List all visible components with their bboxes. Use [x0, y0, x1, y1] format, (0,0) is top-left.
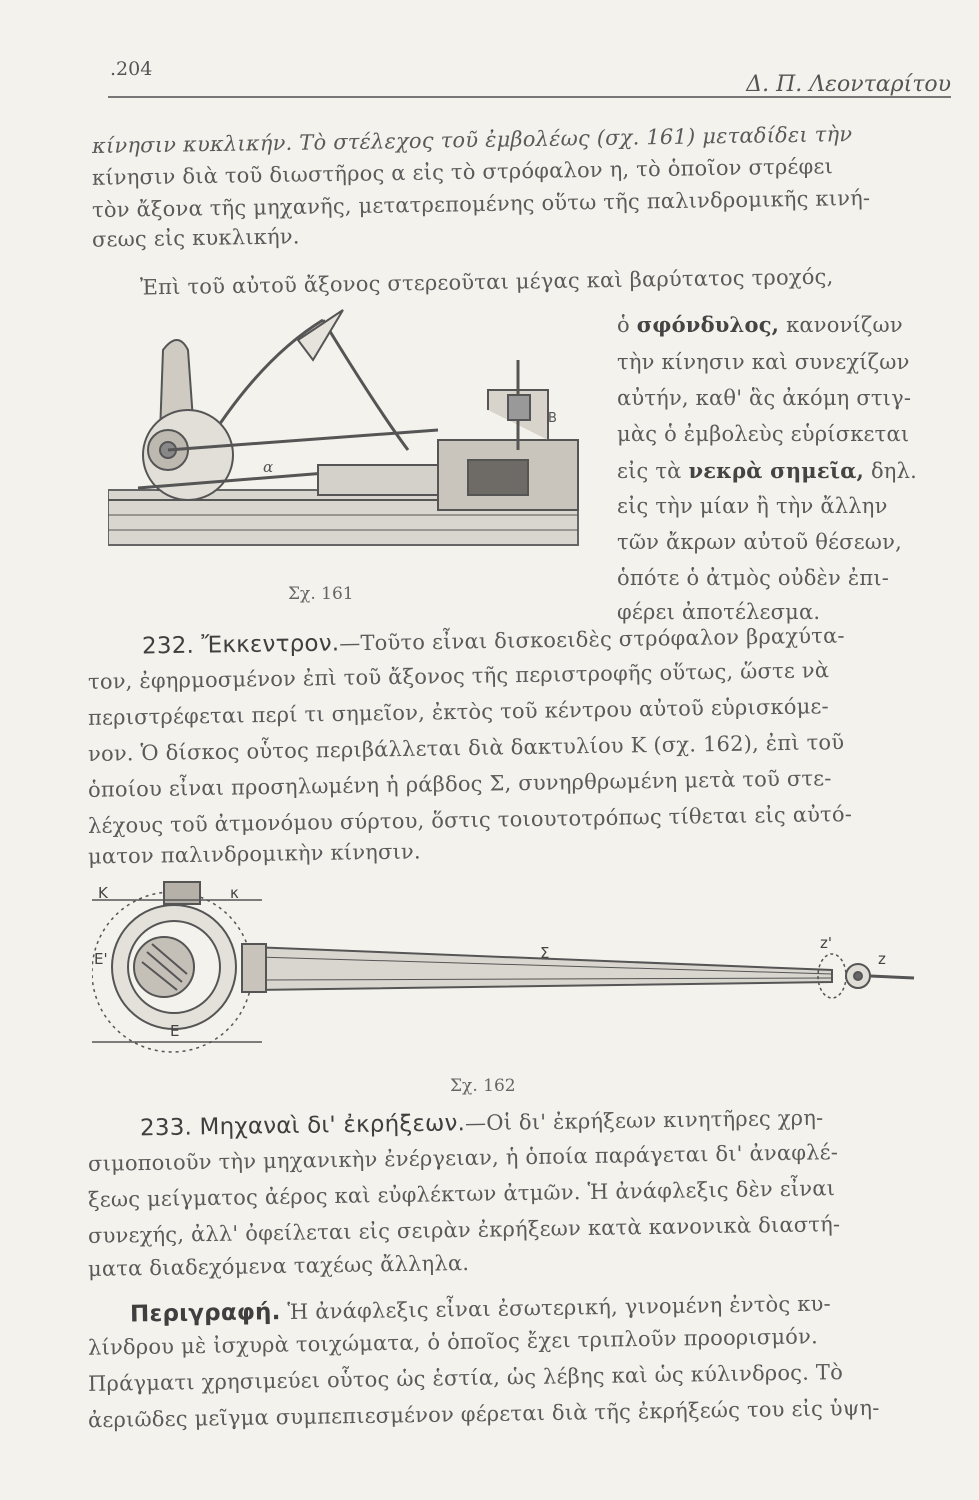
para1-line-4: σεως εἰς κυκλικήν.: [91, 224, 300, 252]
sec233-line-3: ξεως μείγματος ἀέρος καὶ εὐφλέκτων ἀτμῶν. Ἡ ἀνάφλεξις δὲν εἶναι: [87, 1176, 836, 1212]
para2-side-line-2: τὴν κίνησιν καὶ συνεχίζων: [617, 350, 910, 374]
figure-162-eccentric: [92, 872, 932, 1062]
perigrafi-line-2: λίνδρου μὲ ἰσχυρὰ τοιχώματα, ὁ ὁποῖος ἔχει τριπλοῦν προορισμόν.: [87, 1324, 819, 1360]
sec233-line-5: ματα διαδεχόμενα ταχέως ἄλληλα.: [87, 1251, 470, 1281]
sec232-line-5: ὁποίου εἶναι προσηλωμένη ἡ ράβδος Σ, συνηρθρωμένη μετὰ τοῦ στε-: [87, 766, 832, 802]
running-header-author: Δ. Π. Λεονταρίτου: [746, 72, 951, 97]
para2-side-line-8: ὁπότε ὁ ἀτμὸς οὐδὲν ἐπι-: [617, 566, 890, 590]
sec232-line-4: νον. Ὁ δίσκος οὗτος περιβάλλεται διὰ δακτυλίου Κ (σχ. 162), ἐπὶ τοῦ: [87, 730, 845, 766]
fig162-label-sigma: Σ: [540, 944, 550, 962]
fig161-label-a: α: [263, 458, 274, 476]
sec232-line-3: περιστρέφεται περί τι σημεῖον, ἐκτὸς τοῦ κέντρου αὐτοῦ εὑρισκόμε-: [87, 694, 829, 730]
para2-side-line-4: μὰς ὁ ἐμβολεὺς εὑρίσκεται: [617, 422, 910, 446]
para2-side-line-1: ὁ σφόνδυλος, κανονίζων: [617, 312, 903, 337]
perigrafi-line-1: Περιγραφή. Ἡ ἀνάφλεξις εἶναι ἐσωτερική, γινομένη ἐντὸς κυ-: [129, 1291, 832, 1328]
perigrafi-line-4: ἀεριῶδες μεῖγμα συμπεπιεσμένον φέρεται διὰ τῆς ἐκρήξεώς του εἰς ὑψη-: [87, 1395, 880, 1433]
fig162-label-e2: E: [170, 1022, 180, 1040]
para1-line-2: κίνησιν διὰ τοῦ διωστῆρος α εἰς τὸ στρόφαλον η, τὸ ὁποῖον στρέφει: [91, 154, 834, 190]
fig162-label-k1: K: [98, 884, 108, 902]
sec232-line-1: 232. Ἔκκεντρον.—Τοῦτο εἶναι δισκοειδὲς στρόφαλον βραχύτα-: [141, 623, 845, 660]
sec233-line-1: 233. Μηχαναὶ δι' ἐκρήξεων.—Οἱ δι' ἐκρήξεων κινητῆρες χρη-: [139, 1105, 824, 1142]
sec233-line-4: συνεχής, ἀλλ' ὀφείλεται εἰς σειρὰν ἐκρήξεων κατὰ κανονικὰ διαστή-: [87, 1212, 841, 1248]
para2-line-1: Ἐπὶ τοῦ αὐτοῦ ἄξονος στερεοῦται μέγας καὶ βαρύτατος τροχός,: [139, 264, 834, 300]
fig161-label-b: B: [548, 411, 557, 426]
page-number: .204: [110, 58, 153, 80]
para2-side-line-5: εἰς τὰ νεκρὰ σημεῖα, δηλ.: [617, 458, 917, 483]
para2-side-line-3: αὐτήν, καθ' ἃς ἀκόμη στιγ-: [617, 386, 912, 410]
sec233-line-2: σιμοποιοῦν τὴν μηχανικὴν ἐνέργειαν, ἡ ὁποία παράγεται δι' ἀναφλέ-: [87, 1140, 839, 1176]
para2-side-line-7: τῶν ἄκρων αὐτοῦ θέσεων,: [617, 530, 902, 554]
fig162-label-z2: z: [878, 950, 886, 968]
figure-161-caption: Σχ. 161: [288, 584, 354, 604]
sec232-line-2: τον, ἐφηρμοσμένον ἐπὶ τοῦ ἄξονος τῆς περιστροφῆς οὕτως, ὥστε νὰ: [87, 658, 830, 694]
figure-162-caption: Σχ. 162: [450, 1076, 516, 1096]
para1-line-1: κίνησιν κυκλικήν. Τὸ στέλεχος τοῦ ἐμβολέως (σχ. 161) μεταδίδει τὴν: [91, 122, 853, 158]
figure-161-steam-engine: [108, 300, 598, 570]
fig162-label-k2: κ: [230, 884, 239, 902]
fig162-label-e1: E': [94, 950, 108, 968]
perigrafi-line-3: Πράγματι χρησιμεύει οὗτος ὡς ἑστία, ὡς λέβης καὶ ὡς κύλινδρος. Τὸ: [87, 1360, 844, 1396]
para2-side-line-6: εἰς τὴν μίαν ἢ τὴν ἄλλην: [617, 494, 888, 518]
para2-side-line-9: φέρει ἀποτέλεσμα.: [617, 600, 821, 624]
sec232-line-6: λέχους τοῦ ἀτμονόμου σύρτου, ὅστις τοιουτοτρόπως τίθεται εἰς αὐτό-: [87, 802, 853, 838]
sec232-line-7: ματον παλινδρομικὴν κίνησιν.: [87, 839, 421, 869]
fig162-label-z1: z': [820, 934, 832, 952]
header-rule: [108, 96, 951, 98]
para1-line-3: τὸν ἄξονα τῆς μηχανῆς, μετατρεπομένης οὕτω τῆς παλινδρομικῆς κινή-: [91, 185, 871, 223]
